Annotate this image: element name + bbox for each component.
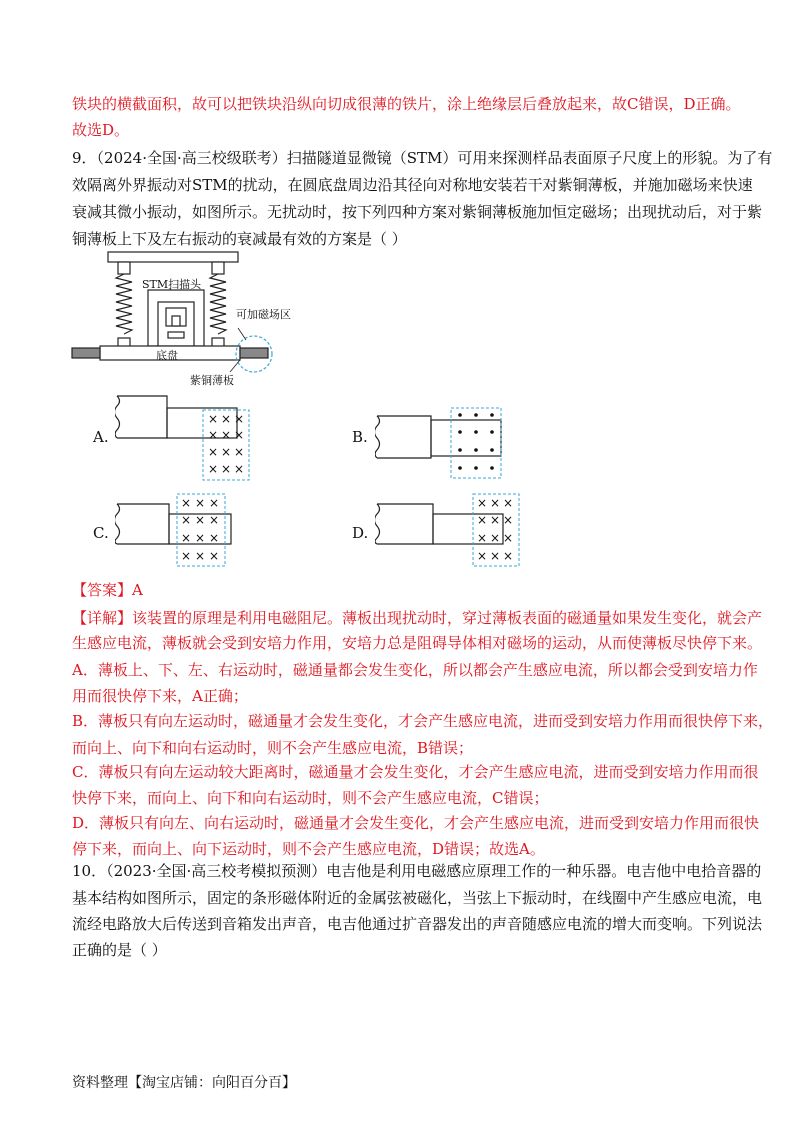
explanation-line: A．薄板上、下、左、右运动时，磁通量都会发生变化，所以都会产生感应电流，所以都会受到安培力作 — [72, 661, 758, 679]
option-d-label: D. — [352, 524, 369, 542]
svg-text:×: × — [208, 445, 219, 459]
svg-text:×: × — [208, 412, 219, 426]
svg-text:×: × — [477, 549, 488, 563]
option-a-label: A. — [93, 428, 109, 446]
svg-text:×: × — [503, 513, 514, 527]
question-line: 效隔离外界振动对STM的扰动，在圆底盘周边沿其径向对称地安装若干对紫铜薄板，并施加磁场来快速 — [72, 176, 753, 194]
stm-head-label: STM扫描头 — [142, 278, 202, 291]
explanation-line: 快停下来，而向上、向下和向右运动时，则不会产生感应电流，C错误； — [72, 789, 549, 807]
svg-text:×: × — [209, 496, 220, 510]
field-zone-label: 可加磁场区 — [236, 308, 291, 321]
svg-text:×: × — [208, 428, 219, 442]
svg-text:×: × — [209, 513, 220, 527]
svg-text:×: × — [195, 513, 206, 527]
explanation-line: D．薄板只有向左、向右运动时，磁通量才会发生变化，才会产生感应电流，进而受到安培力作用而很快 — [72, 814, 760, 832]
question-line: 基本结构如图所示，固定的条形磁体附近的金属弦被磁化，当弦上下振动时，在线圈中产生感应电流，电 — [72, 889, 763, 907]
svg-text:×: × — [234, 428, 245, 442]
svg-text:×: × — [490, 531, 501, 545]
svg-text:×: × — [209, 549, 220, 563]
svg-text:×: × — [477, 531, 488, 545]
svg-text:×: × — [181, 531, 192, 545]
svg-text:×: × — [221, 445, 232, 459]
explanation-line: 停下来，而向上、向下运动时，则不会产生感应电流，D错误；故选A。 — [72, 840, 545, 858]
question-line: 10．（2023·全国·高三校考模拟预测）电吉他是利用电磁感应原理工作的一种乐器。电吉他中电拾音器的 — [72, 862, 762, 880]
svg-text:×: × — [503, 496, 514, 510]
svg-text:×: × — [181, 496, 192, 510]
option-b-label: B. — [352, 428, 368, 446]
solution-line: 故选D。 — [72, 121, 130, 139]
svg-text:×: × — [477, 513, 488, 527]
svg-text:×: × — [181, 513, 192, 527]
option-c-figure — [115, 490, 255, 574]
svg-text:×: × — [503, 549, 514, 563]
svg-text:×: × — [195, 531, 206, 545]
svg-text:×: × — [503, 531, 514, 545]
svg-text:×: × — [208, 462, 219, 476]
explanation-line: 而向上、向下和向右运动时，则不会产生感应电流，B错误； — [72, 739, 474, 757]
svg-text:×: × — [195, 549, 206, 563]
explanation-line: 用而很快停下来，A正确； — [72, 687, 248, 705]
svg-text:×: × — [181, 549, 192, 563]
question-line: 铜薄板上下及左右振动的衰减最有效的方案是（ ） — [72, 230, 407, 248]
option-b-figure — [375, 394, 515, 484]
question-line: 9．（2024·全国·高三校级联考）扫描隧道显微镜（STM）可用来探测样品表面原子尺度上的形貌。为了有 — [72, 149, 773, 167]
svg-text:×: × — [234, 412, 245, 426]
svg-text:×: × — [221, 428, 232, 442]
option-d-figure — [375, 490, 535, 574]
solution-line: 铁块的横截面积，故可以把铁块沿纵向切成很薄的铁片，涂上绝缘层后叠放起来，故C错误，D正确。 — [72, 95, 741, 113]
explanation-line: C．薄板只有向左运动较大距离时，磁通量才会发生变化，才会产生感应电流，进而受到安培力作用而很 — [72, 763, 759, 781]
svg-text:×: × — [234, 445, 245, 459]
option-c-label: C. — [93, 524, 109, 542]
explanation-line: 生感应电流，薄板就会受到安培力作用，安培力总是阻碍导体相对磁场的运动，从而使薄板尽快停下来。 — [72, 634, 763, 652]
base-label: 底盘 — [156, 349, 178, 362]
footer: 资料整理【淘宝店铺：向阳百分百】 — [72, 1075, 296, 1091]
svg-text:×: × — [490, 513, 501, 527]
question-line: 流经电路放大后传送到音箱发出声音，电吉他通过扩音器发出的声音随感应电流的增大而变响。下列说法 — [72, 915, 763, 933]
svg-text:×: × — [477, 496, 488, 510]
svg-text:×: × — [490, 549, 501, 563]
svg-text:×: × — [221, 462, 232, 476]
svg-text:×: × — [195, 496, 206, 510]
svg-text:×: × — [221, 412, 232, 426]
explanation-line: B．薄板只有向左运动时，磁通量才会发生变化，才会产生感应电流，进而受到安培力作用而很快停下来， — [72, 712, 774, 730]
explanation-line: 【详解】该装置的原理是利用电磁阻尼。薄板出现扰动时，穿过薄板表面的磁通量如果发生变化，就会产 — [72, 609, 763, 627]
svg-text:×: × — [209, 531, 220, 545]
svg-text:×: × — [234, 462, 245, 476]
option-a-figure — [115, 394, 255, 484]
question-line: 正确的是（ ） — [72, 941, 167, 959]
question-line: 衰减其微小振动，如图所示。无扰动时，按下列四种方案对紫铜薄板施加恒定磁场；出现扰动后，对于紫 — [72, 203, 763, 221]
copper-plate-label: 紫铜薄板 — [190, 374, 234, 387]
svg-text:×: × — [490, 496, 501, 510]
answer: 【答案】A — [72, 581, 143, 599]
